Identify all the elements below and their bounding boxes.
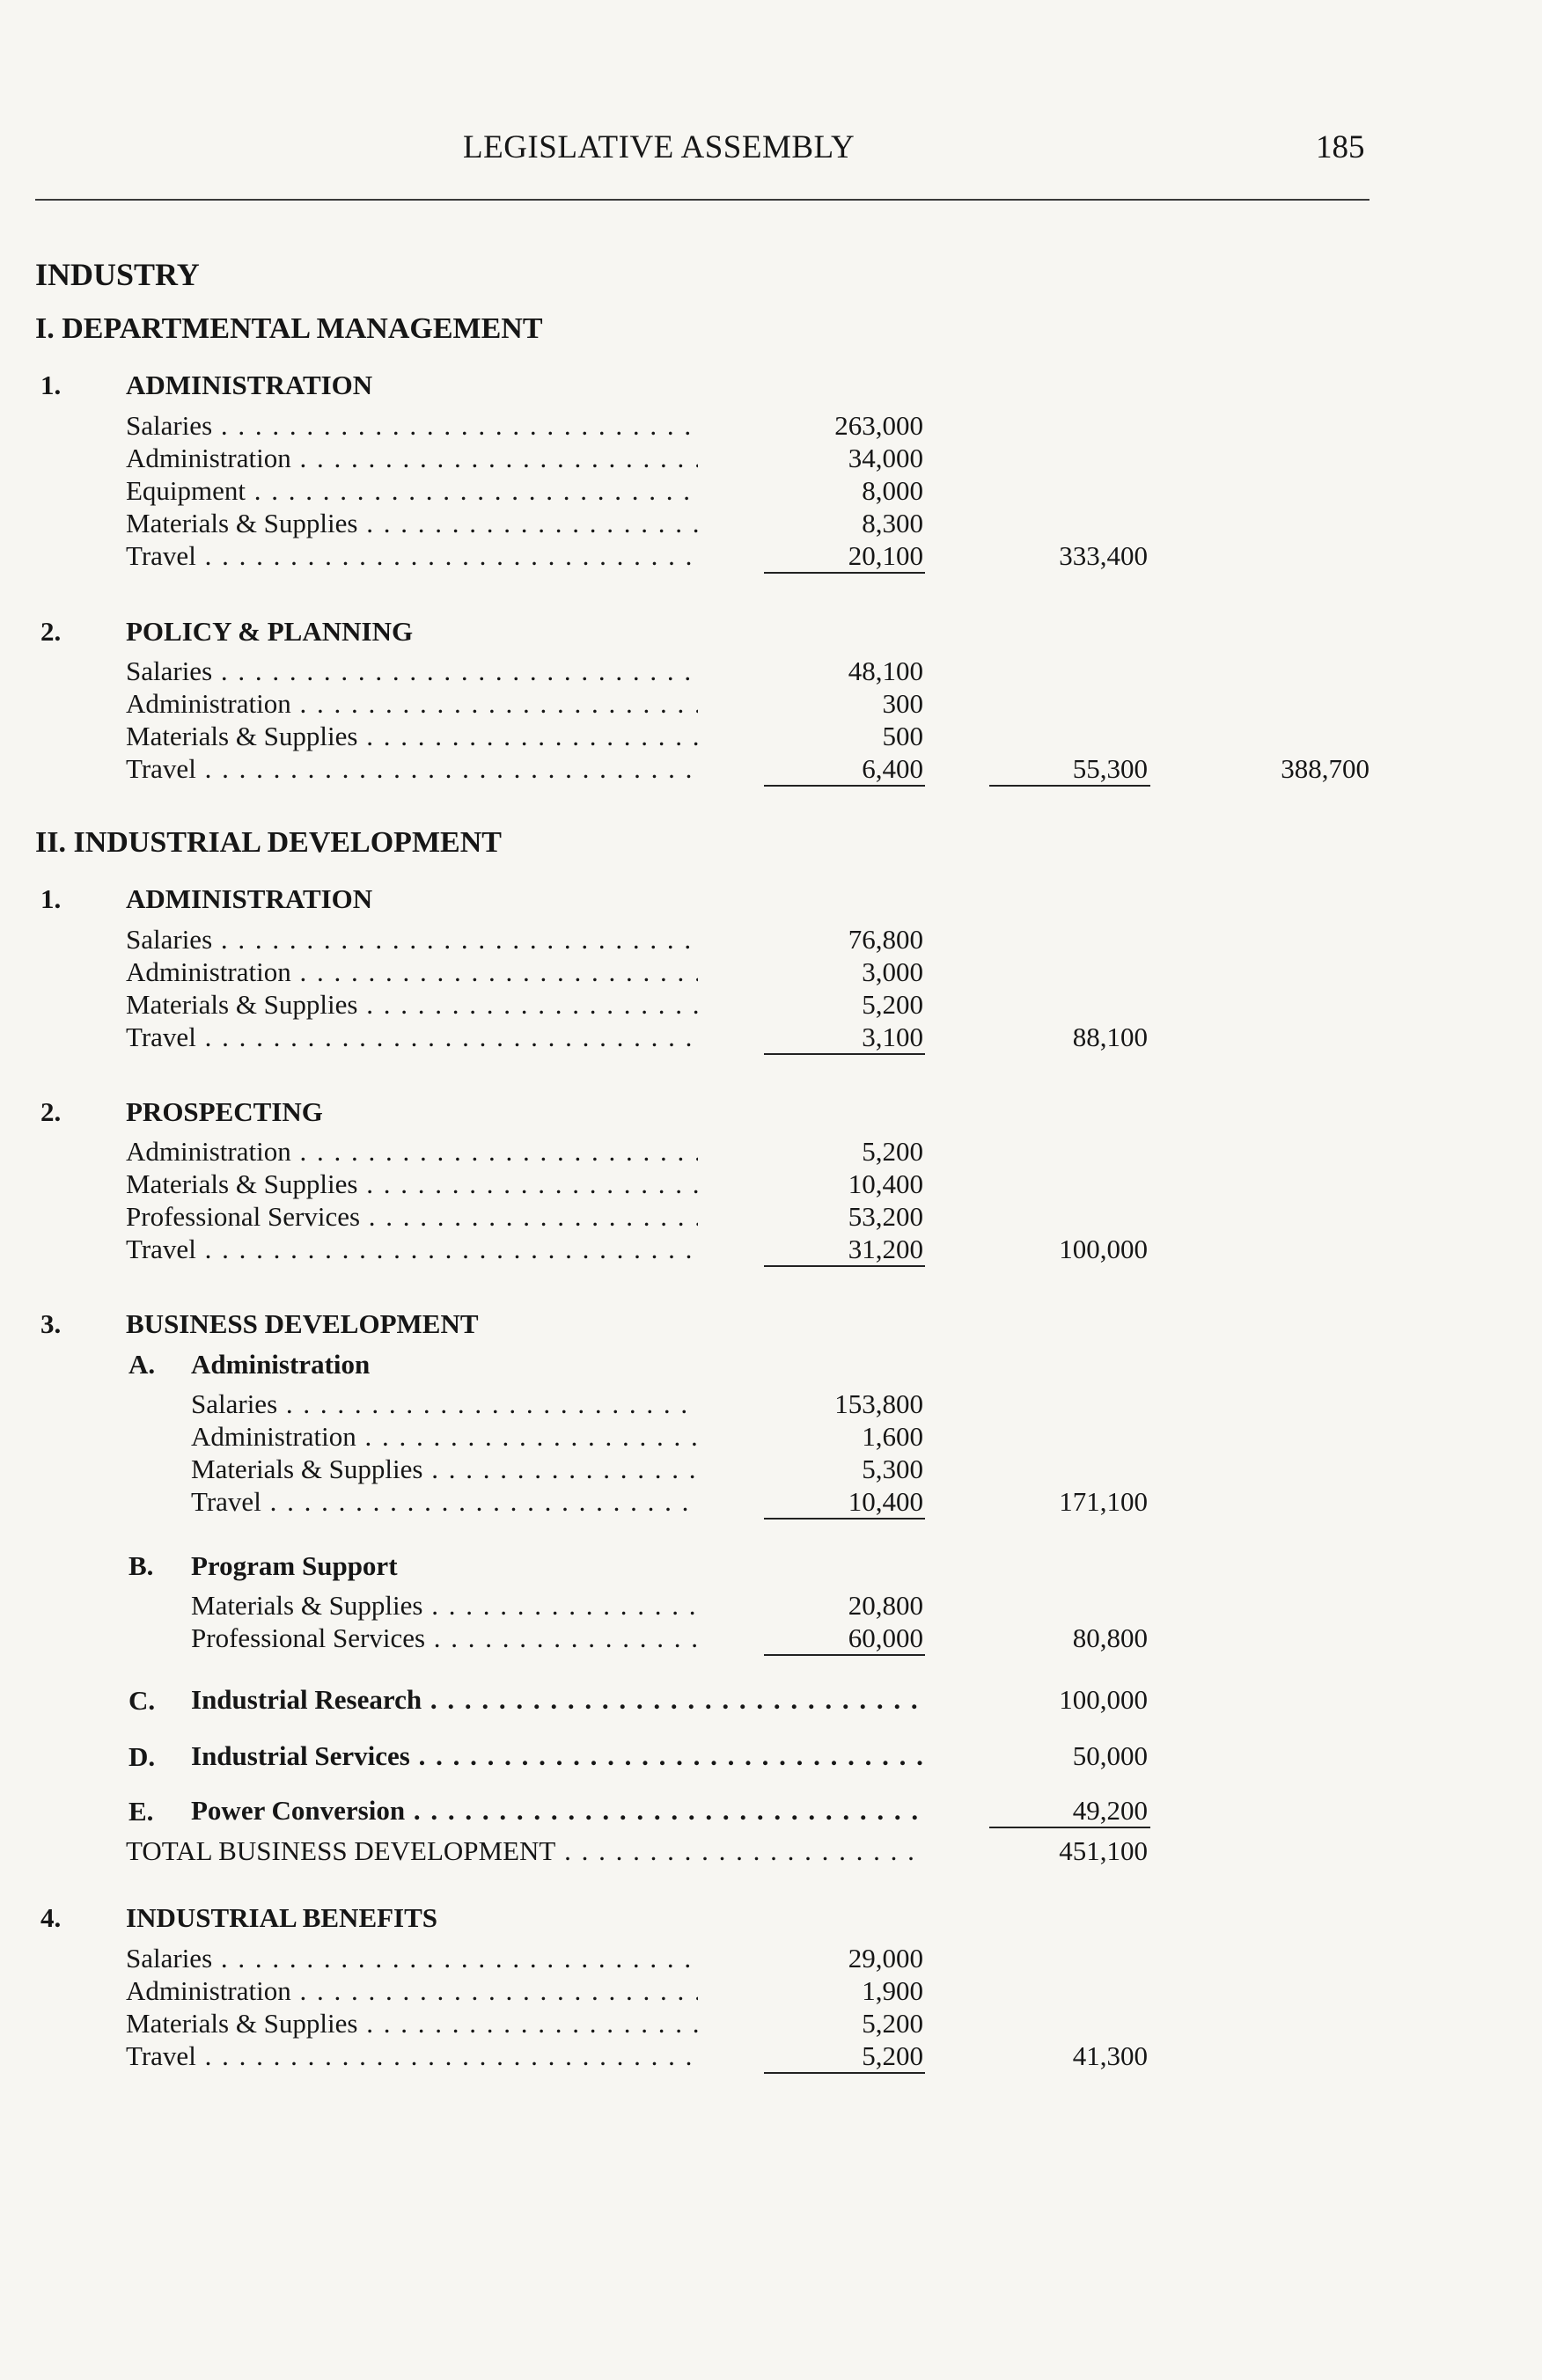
line-item-amount: 3,000 — [862, 956, 923, 987]
line-item — [126, 753, 698, 785]
subsection-total: 80,800 — [1072, 1622, 1148, 1653]
line-item-amount: 5,300 — [862, 1454, 923, 1484]
section-number: 3. — [40, 1308, 62, 1339]
line-item — [126, 1234, 698, 1265]
business-development-total: 451,100 — [1059, 1835, 1148, 1866]
section-total: 333,400 — [1059, 540, 1148, 571]
subtotal-rule — [764, 572, 925, 574]
line-item — [191, 1421, 698, 1453]
line-item-label: Salaries . . . — [126, 410, 698, 442]
line-item-amount: 1,600 — [862, 1421, 923, 1452]
line-item — [126, 475, 698, 507]
line-item — [126, 924, 698, 956]
line-item — [191, 1684, 924, 1716]
line-item-amount: 8,000 — [862, 475, 923, 506]
line-item — [126, 410, 698, 442]
subsection-total: 49,200 — [1072, 1795, 1148, 1826]
section-number: 1. — [40, 883, 62, 914]
line-item-amount: 153,800 — [834, 1388, 923, 1419]
line-item-amount: 5,200 — [862, 2040, 923, 2071]
line-item-label: Travel . . . — [126, 1234, 698, 1265]
line-item-amount: 10,400 — [848, 1168, 923, 1199]
header-rule — [35, 199, 1369, 201]
line-item — [126, 508, 698, 539]
line-item — [191, 1795, 924, 1827]
line-item — [191, 1454, 698, 1485]
line-item — [126, 989, 698, 1021]
line-item-label: Administration . . . — [126, 688, 698, 720]
line-item-label: Industrial Services . . . — [191, 1740, 924, 1772]
line-item-label: Administration . . . — [126, 1975, 698, 2007]
subsection-letter: D. — [128, 1741, 156, 1772]
line-item-amount: 20,800 — [848, 1590, 923, 1621]
subtotal-rule — [764, 1518, 925, 1520]
line-item — [126, 1943, 698, 1974]
line-item-label: Professional Services . . . — [126, 1201, 698, 1233]
subsection-letter: A. — [128, 1349, 156, 1380]
subsection-letter: C. — [128, 1685, 156, 1716]
subtotal-rule — [764, 2072, 925, 2074]
subtotal-rule — [764, 1265, 925, 1267]
line-item-label: Salaries . . . — [126, 655, 698, 687]
line-item-amount: 48,100 — [848, 655, 923, 686]
line-item-label: Salaries . . . — [126, 924, 698, 956]
section-total: 55,300 — [1072, 753, 1148, 784]
line-item-amount: 76,800 — [848, 924, 923, 955]
line-item — [126, 655, 698, 687]
section-title: PROSPECTING — [126, 1096, 323, 1127]
line-item-label: Materials & Supplies . . . — [126, 989, 698, 1021]
line-item — [126, 1201, 698, 1233]
program-title: II. INDUSTRIAL DEVELOPMENT — [35, 826, 502, 859]
section-title: BUSINESS DEVELOPMENT — [126, 1308, 479, 1339]
line-item-label: Administration . . . — [126, 1136, 698, 1168]
line-item — [191, 1486, 698, 1518]
business-development-total-row — [126, 1835, 924, 1867]
section-total: 41,300 — [1072, 2040, 1148, 2071]
line-item — [126, 688, 698, 720]
line-item — [191, 1590, 698, 1622]
line-item — [126, 443, 698, 474]
subtotal-rule — [989, 1827, 1150, 1828]
total-rule — [989, 785, 1150, 787]
subsection-letter: E. — [128, 1796, 154, 1827]
line-item-label: Materials & Supplies . . . — [191, 1590, 698, 1622]
total-label: TOTAL BUSINESS DEVELOPMENT . . . — [126, 1835, 924, 1867]
line-item — [126, 2040, 698, 2072]
subtotal-rule — [764, 1654, 925, 1656]
line-item-label: Salaries . . . — [191, 1388, 698, 1420]
line-item-label: Travel . . . — [126, 753, 698, 785]
line-item-label: Materials & Supplies . . . — [126, 721, 698, 752]
line-item-label: Power Conversion . . . — [191, 1795, 924, 1827]
line-item-amount: 53,200 — [848, 1201, 923, 1232]
line-item-amount: 6,400 — [862, 753, 923, 784]
section-title: POLICY & PLANNING — [126, 616, 414, 647]
subsection-total: 171,100 — [1059, 1486, 1148, 1517]
section-number: 2. — [40, 616, 62, 647]
line-item-label: Travel . . . — [126, 540, 698, 572]
line-item-amount: 8,300 — [862, 508, 923, 538]
line-item-amount: 300 — [882, 688, 923, 719]
subsection-title: Program Support — [191, 1550, 398, 1581]
line-item-amount: 31,200 — [848, 1234, 923, 1264]
line-item — [126, 540, 698, 572]
subsection-title: Administration — [191, 1349, 371, 1380]
line-item-amount: 500 — [882, 721, 923, 751]
subsection-total: 100,000 — [1059, 1684, 1148, 1715]
line-item-label: Travel . . . — [126, 1022, 698, 1053]
line-item-label: Materials & Supplies . . . — [126, 508, 698, 539]
page-header-title: LEGISLATIVE ASSEMBLY — [463, 129, 855, 165]
line-item-label: Travel . . . — [126, 2040, 698, 2072]
line-item-amount: 34,000 — [848, 443, 923, 473]
program-title: I. DEPARTMENTAL MANAGEMENT — [35, 312, 543, 345]
section-number: 1. — [40, 370, 62, 400]
line-item — [126, 1975, 698, 2007]
program-total: 388,700 — [1281, 753, 1369, 784]
subsection-total: 50,000 — [1072, 1740, 1148, 1771]
line-item-label: Industrial Research . . . — [191, 1684, 924, 1716]
line-item — [126, 721, 698, 752]
line-item-label: Equipment . . . — [126, 475, 698, 507]
line-item — [126, 1136, 698, 1168]
section-number: 4. — [40, 1902, 62, 1933]
line-item-label: Materials & Supplies . . . — [191, 1454, 698, 1485]
line-item — [126, 956, 698, 988]
line-item-label: Administration . . . — [126, 956, 698, 988]
line-item-label: Professional Services . . . — [191, 1622, 698, 1654]
section-total: 100,000 — [1059, 1234, 1148, 1264]
department-title: INDUSTRY — [35, 257, 200, 292]
line-item-amount: 10,400 — [848, 1486, 923, 1517]
page-number: 185 — [1316, 129, 1365, 165]
section-total: 88,100 — [1072, 1022, 1148, 1052]
line-item-amount: 3,100 — [862, 1022, 923, 1052]
section-number: 2. — [40, 1096, 62, 1127]
line-item-label: Materials & Supplies . . . — [126, 1168, 698, 1200]
subtotal-rule — [764, 1053, 925, 1055]
subtotal-rule — [764, 785, 925, 787]
line-item — [191, 1740, 924, 1772]
section-title: INDUSTRIAL BENEFITS — [126, 1902, 438, 1933]
section-title: ADMINISTRATION — [126, 370, 373, 400]
line-item-label: Travel . . . — [191, 1486, 698, 1518]
line-item-amount: 5,200 — [862, 1136, 923, 1167]
line-item-amount: 5,200 — [862, 2008, 923, 2039]
line-item-label: Salaries . . . — [126, 1943, 698, 1974]
line-item-amount: 20,100 — [848, 540, 923, 571]
line-item-amount: 29,000 — [848, 1943, 923, 1974]
line-item-amount: 5,200 — [862, 989, 923, 1020]
line-item — [191, 1388, 698, 1420]
line-item — [126, 1022, 698, 1053]
section-title: ADMINISTRATION — [126, 883, 373, 914]
line-item — [191, 1622, 698, 1654]
line-item — [126, 2008, 698, 2039]
subsection-letter: B. — [128, 1550, 154, 1581]
line-item-label: Administration . . . — [191, 1421, 698, 1453]
line-item-amount: 1,900 — [862, 1975, 923, 2006]
line-item — [126, 1168, 698, 1200]
line-item-label: Materials & Supplies . . . — [126, 2008, 698, 2039]
line-item-amount: 263,000 — [834, 410, 923, 441]
line-item-label: Administration . . . — [126, 443, 698, 474]
line-item-amount: 60,000 — [848, 1622, 923, 1653]
